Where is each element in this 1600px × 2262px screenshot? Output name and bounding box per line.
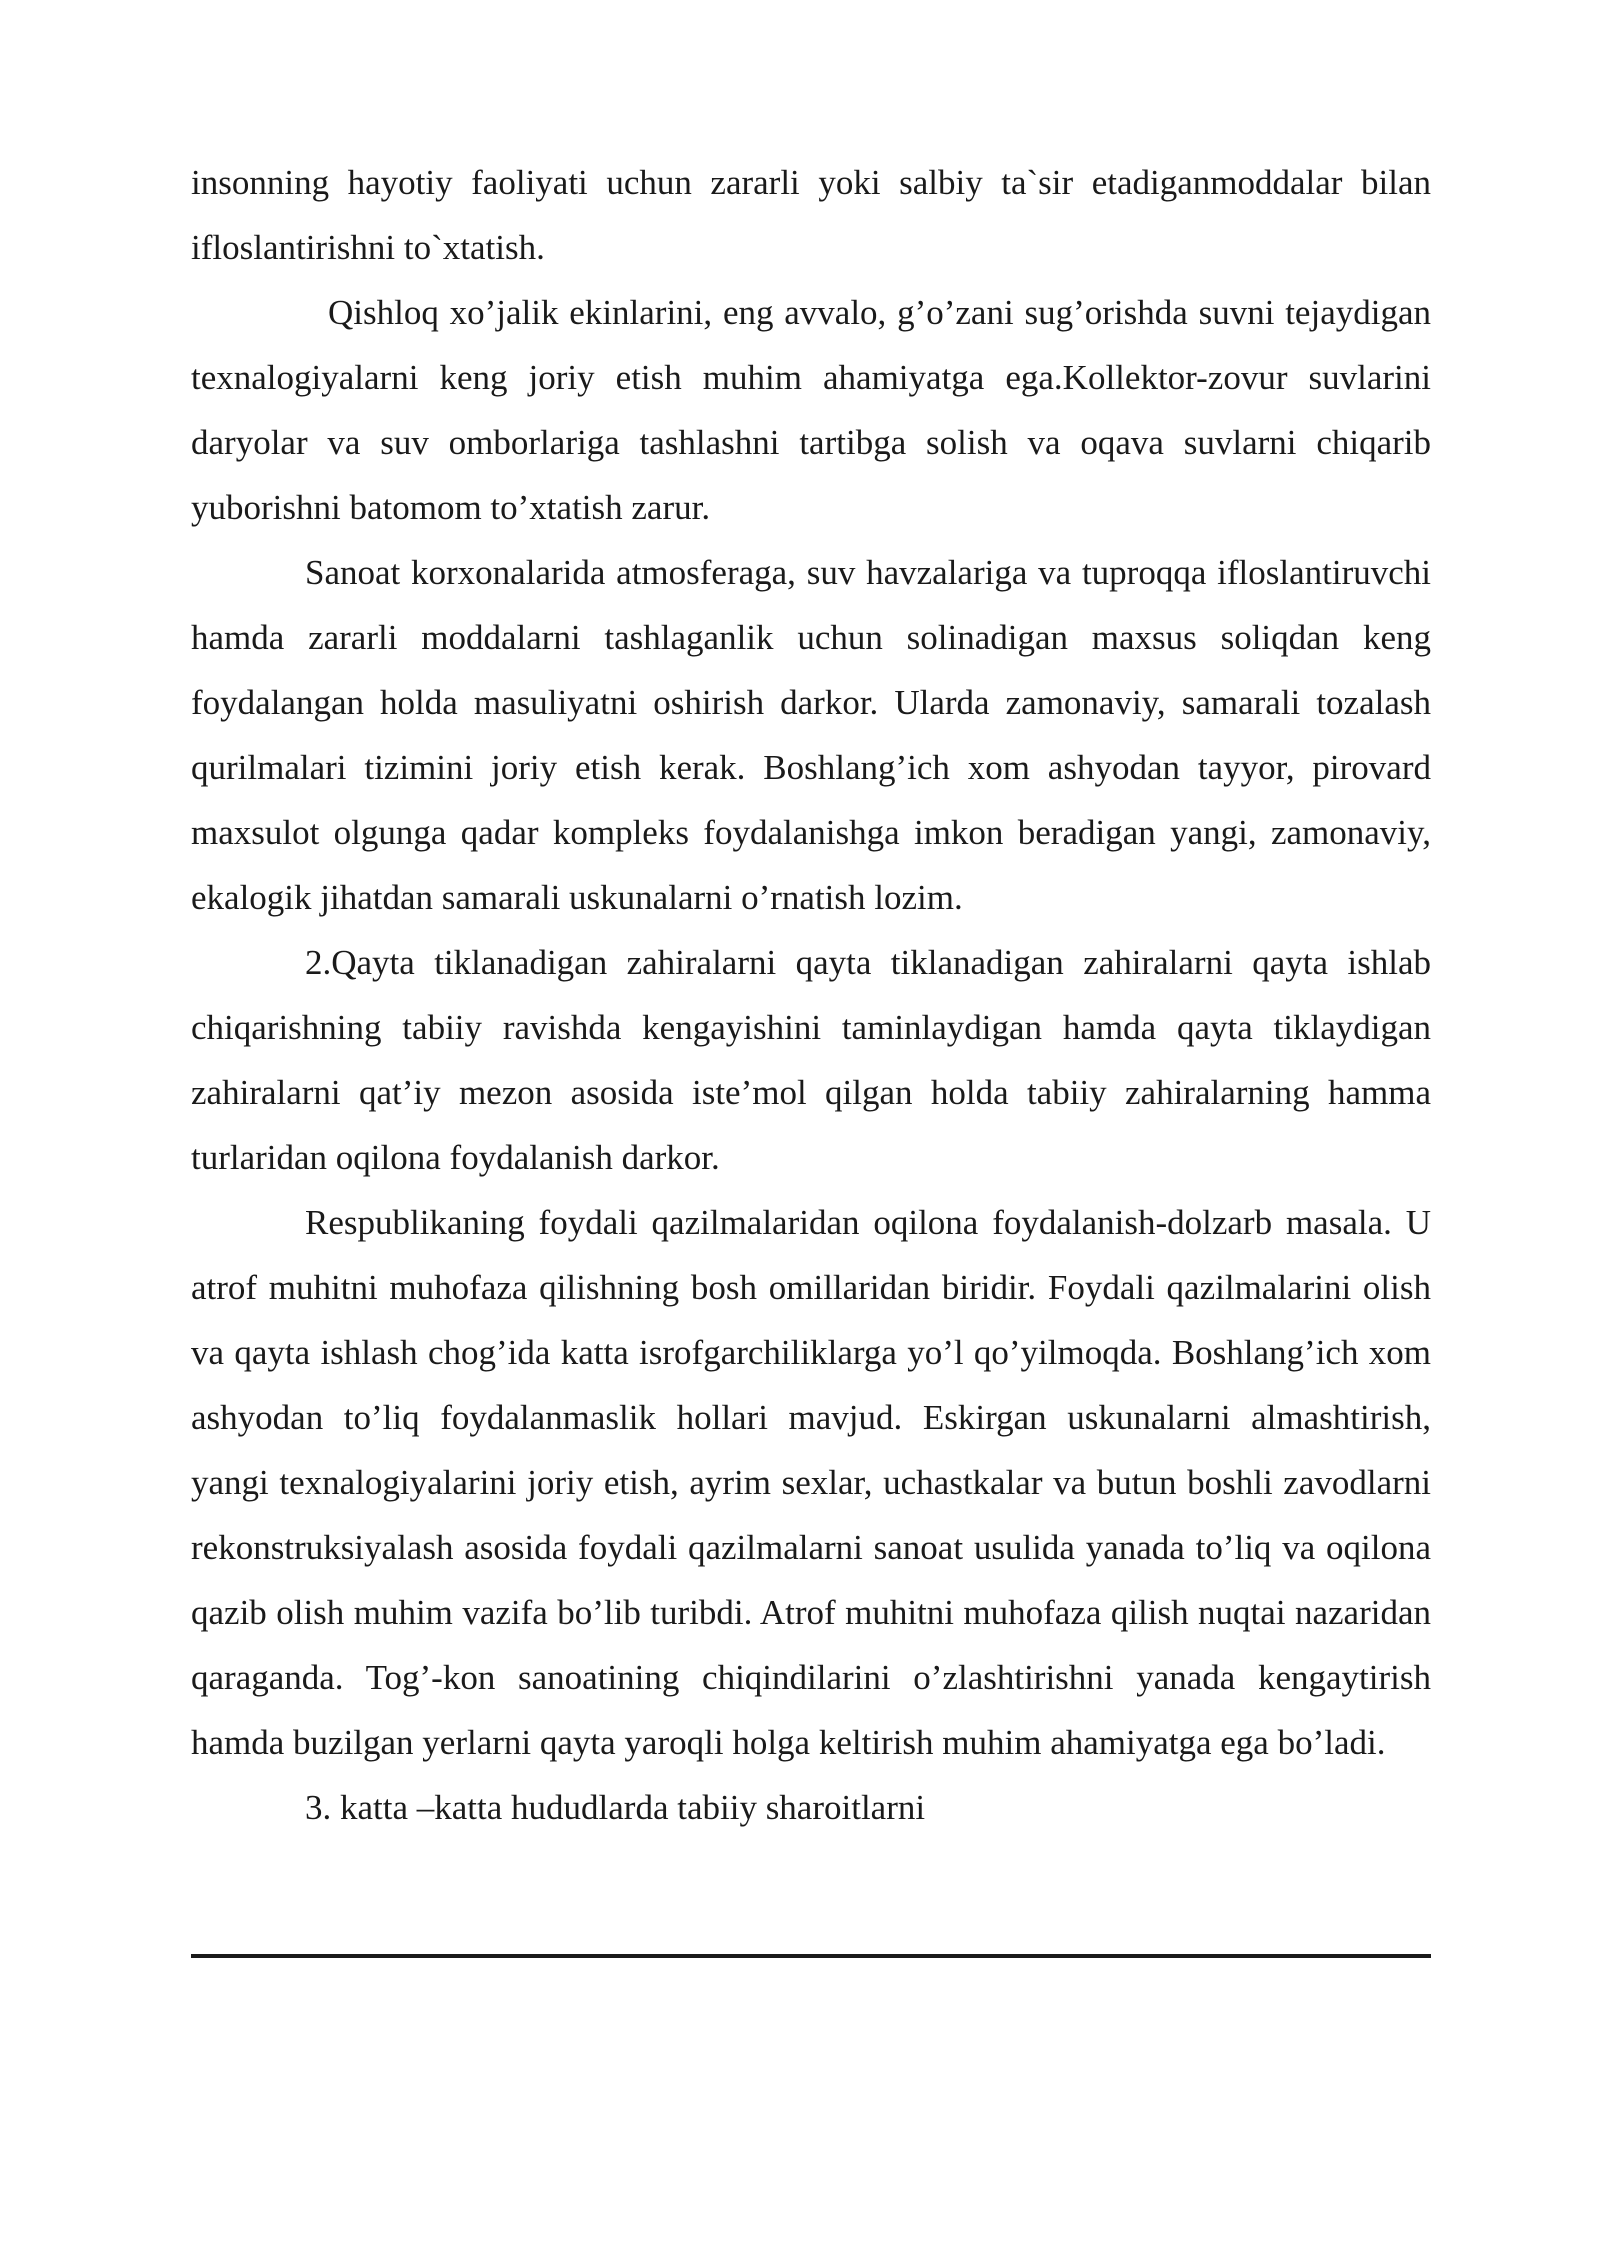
- paragraph-agriculture-water: Qishloq xo’jalik ekinlarini, eng avvalo, g’o’zani sug’orishda suvni tejaydigan texnalogiyalarni keng joriy etish muhim ahamiyatga ega.Kollektor-zovur suvlarini daryolar va suv omborlariga tashlashni tartibga solish va oqava suvlarni chiqarib yuborishni batomom to’xtatish zarur.: [191, 293, 1431, 527]
- paragraph-continuation: insonning hayotiy faoliyati uchun zararli yoki salbiy ta`sir etadiganmoddalar bilan ifloslantirishni to`xtatish.: [191, 163, 1431, 267]
- paragraph-mineral-resources: Respublikaning foydali qazilmalaridan oqilona foydalanish-dolzarb masala. U atrof muhitni muhofaza qilishning bosh omillaridan biridir. Foydali qazilmalarini olish va qayta ishlash chog’ida katta isrofgarchiliklarga yo’l qo’yilmoqda. Boshlang’ich xom ashyodan to’liq foydalanmaslik hollari mavjud. Eskirgan uskunalarni almashtirish, yangi texnalogiyalarini joriy etish, ayrim sexlar, uchastkalar va butun boshli zavodlarni rekonstruksiyalash asosida foydali qazilmalarni sanoat usulida yanada to’liq va oqilona qazib olish muhim vazifa bo’lib turibdi. Atrof muhitni muhofaza qilish nuqtai nazaridan qaraganda. Tog’-kon sanoatining chiqindilarini o’zlashtirishni yanada kengaytirish hamda buzilgan yerlarni qayta yaroqli holga keltirish muhim ahamiyatga ega bo’ladi.: [191, 1203, 1431, 1762]
- paragraph-renewable-resources: 2.Qayta tiklanadigan zahiralarni qayta tiklanadigan zahiralarni qayta ishlab chiqarishning tabiiy ravishda kengayishini taminlaydigan hamda qayta tiklaydigan zahiralarni qat’iy mezon asosida iste’mol qilgan holda tabiiy zahiralarning hamma turlaridan oqilona foydalanish darkor.: [191, 943, 1431, 1177]
- horizontal-rule: [191, 1954, 1431, 1958]
- paragraph-large-territories: 3. katta –katta hududlarda tabiiy sharoitlarni: [305, 1788, 926, 1827]
- body-text: [191, 150, 1431, 1840]
- paragraph-industry-emissions: Sanoat korxonalarida atmosferaga, suv havzalariga va tuproqqa ifloslantiruvchi hamda zararli moddalarni tashlaganlik uchun solinadigan maxsus soliqdan keng foydalangan holda masuliyatni oshirish darkor. Ularda zamonaviy, samarali tozalash qurilmalari tizimini joriy etish kerak. Boshlang’ich xom ashyodan tayyor, pirovard maxsulot olgunga qadar kompleks foydalanishga imkon beradigan yangi, zamonaviy, ekalogik jihatdan samarali uskunalarni o’rnatish lozim.: [191, 553, 1431, 917]
